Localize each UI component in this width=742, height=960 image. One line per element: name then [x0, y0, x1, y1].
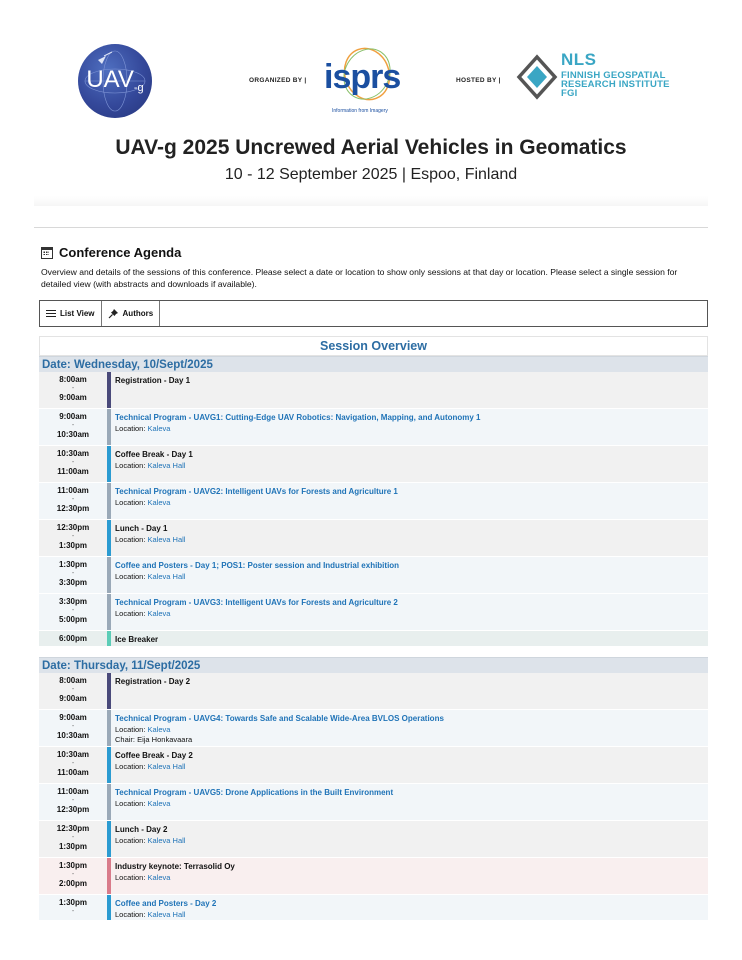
session-row[interactable] [39, 372, 708, 409]
session-end-time: 12:30pm [56, 805, 90, 815]
session-location [115, 609, 708, 620]
session-title[interactable]: Technical Program - UAVG1: Cutting-Edge UAV Robotics: Navigation, Mapping, and Autonomy 1 [115, 413, 481, 422]
time-dash: - [71, 496, 75, 504]
location-link[interactable]: Kaleva [147, 608, 171, 618]
page-title: UAV-g 2025 Uncrewed Aerial Vehicles in Geomatics [115, 136, 627, 159]
session-start-time: 9:00am [59, 713, 87, 722]
session-title: Coffee Break - Day 2 [115, 751, 193, 760]
session-start-time: 10:30am [56, 750, 90, 759]
time-dash: - [71, 908, 75, 916]
session-title: Industry keynote: Terrasolid Oy [115, 862, 235, 871]
session-start-time: 12:30pm [56, 523, 90, 532]
session-time [39, 446, 107, 482]
session-start-time: 1:30pm [58, 898, 87, 907]
location-link[interactable]: Kaleva Hall [147, 571, 186, 581]
session-title[interactable]: Technical Program - UAVG5: Drone Applications in the Built Environment [115, 788, 394, 797]
session-start-time: 1:30pm [58, 861, 87, 870]
session-title[interactable]: Technical Program - UAVG2: Intelligent UAVs for Forests and Agriculture 1 [115, 487, 398, 496]
session-time [39, 594, 107, 630]
session-title: Ice Breaker [115, 635, 159, 644]
location-label: Location: [115, 798, 148, 808]
session-end-time: 10:30am [56, 731, 90, 741]
session-title: Lunch - Day 2 [115, 825, 168, 834]
session-time [39, 821, 107, 857]
session-time [39, 557, 107, 593]
location-link[interactable]: Kaleva [147, 423, 171, 433]
time-dash: - [71, 385, 75, 393]
location-link[interactable]: Kaleva Hall [147, 761, 186, 771]
location-label: Location: [115, 724, 148, 734]
day-block [39, 657, 708, 921]
list-view-button[interactable] [40, 301, 102, 326]
authors-button[interactable] [102, 301, 161, 326]
location-label: Location: [115, 497, 148, 507]
session-row[interactable] [39, 520, 708, 557]
session-time [39, 372, 107, 408]
header-divider [34, 227, 708, 228]
time-dash: - [71, 422, 75, 430]
session-location [115, 424, 708, 435]
session-info [111, 710, 708, 746]
session-location [115, 498, 708, 509]
session-row[interactable] [39, 710, 708, 747]
session-info [111, 821, 708, 857]
session-end-time: 9:00am [59, 694, 87, 704]
location-link[interactable]: Kaleva [147, 798, 171, 808]
session-end-time: 3:30pm [58, 578, 87, 588]
nls-line-3: FGI [561, 88, 578, 99]
organized-by-label: ORGANIZED BY | [249, 77, 307, 84]
isprs-tagline: Information from Imagery [332, 108, 388, 114]
session-start-time: 10:30am [56, 449, 90, 458]
session-end-time: 2:00pm [58, 879, 87, 889]
time-dash: - [71, 871, 75, 879]
session-end-time: 1:30pm [58, 541, 87, 551]
session-time [39, 483, 107, 519]
session-location [115, 836, 708, 847]
agenda-heading [41, 245, 181, 260]
session-overview-title: Session Overview [39, 336, 708, 356]
session-info [111, 895, 708, 920]
calendar-icon [41, 247, 53, 259]
session-start-time: 8:00am [59, 375, 87, 384]
session-time [39, 747, 107, 783]
location-link[interactable]: Kaleva Hall [147, 534, 186, 544]
time-dash: - [71, 797, 75, 805]
session-row[interactable] [39, 409, 708, 446]
session-start-time: 11:00am [57, 787, 89, 796]
session-time [39, 520, 107, 556]
session-location [115, 910, 708, 921]
session-start-time: 12:30pm [56, 824, 90, 833]
pin-icon [108, 308, 119, 319]
nls-logo-text: NLS [561, 50, 597, 69]
session-end-time: 1:30pm [58, 842, 87, 852]
session-title[interactable]: Coffee and Posters - Day 1; POS1: Poster session and Industrial exhibition [115, 561, 400, 570]
session-end-time: 11:00am [57, 768, 89, 778]
session-title: Registration - Day 2 [115, 677, 191, 686]
session-row[interactable] [39, 594, 708, 631]
location-link[interactable]: Kaleva Hall [147, 835, 186, 845]
session-row[interactable] [39, 784, 708, 821]
time-dash: - [71, 760, 75, 768]
session-end-time: 10:30am [56, 430, 90, 440]
location-label: Location: [115, 909, 148, 919]
location-link[interactable]: Kaleva [147, 724, 171, 734]
nls-line-2: RESEARCH INSTITUTE [561, 79, 670, 90]
location-link[interactable]: Kaleva Hall [147, 460, 186, 470]
isprs-logo [322, 44, 412, 118]
session-start-time: 11:00am [57, 486, 89, 495]
session-info [111, 594, 708, 630]
location-label: Location: [115, 608, 148, 618]
time-dash: - [71, 834, 75, 842]
location-label: Location: [115, 534, 148, 544]
session-location [115, 725, 708, 736]
session-row[interactable] [39, 895, 708, 921]
hosted-by-label: HOSTED BY | [456, 77, 501, 84]
session-location [115, 799, 708, 810]
session-info [111, 673, 708, 709]
session-info [111, 483, 708, 519]
session-time [39, 409, 107, 445]
time-dash: - [71, 607, 75, 615]
session-end-time: 5:00pm [58, 615, 87, 625]
day-header[interactable]: Date: Thursday, 11/Sept/2025 [39, 657, 708, 673]
session-start-time: 6:00pm [58, 634, 87, 643]
session-start-time: 9:00am [59, 412, 87, 421]
session-start-time: 3:30pm [58, 597, 87, 606]
session-row[interactable] [39, 557, 708, 594]
session-row[interactable] [39, 631, 708, 647]
session-time [39, 895, 107, 920]
location-label: Location: [115, 835, 148, 845]
session-location [115, 873, 708, 884]
isprs-logo-text: isprs [324, 58, 401, 96]
session-end-time: 11:00am [57, 467, 89, 477]
list-icon [46, 310, 56, 318]
session-row[interactable] [39, 821, 708, 858]
day-list [39, 356, 708, 921]
time-dash: - [71, 533, 75, 541]
time-dash: - [71, 723, 75, 731]
session-info [111, 747, 708, 783]
session-end-time: 12:30pm [56, 504, 90, 514]
session-row[interactable] [39, 483, 708, 520]
time-dash: - [71, 570, 75, 578]
day-gap [39, 647, 708, 657]
day-block [39, 356, 708, 647]
location-label: Location: [115, 761, 148, 771]
header-shadow [34, 196, 708, 206]
session-location [115, 461, 708, 472]
session-start-time: 1:30pm [58, 560, 87, 569]
session-title[interactable]: Technical Program - UAVG4: Towards Safe and Scalable Wide-Area BVLOS Operations [115, 714, 444, 723]
session-location [115, 762, 708, 773]
session-title: Lunch - Day 1 [115, 524, 168, 533]
session-title[interactable]: Technical Program - UAVG3: Intelligent UAVs for Forests and Agriculture 2 [115, 598, 398, 607]
session-time [39, 858, 107, 894]
session-title[interactable]: Coffee and Posters - Day 2 [115, 899, 217, 908]
session-info [111, 520, 708, 556]
session-location [115, 535, 708, 546]
session-info [111, 784, 708, 820]
location-label: Location: [115, 872, 148, 882]
view-toolbar [39, 300, 708, 327]
session-time [39, 673, 107, 709]
session-row[interactable] [39, 673, 708, 710]
session-time [39, 631, 107, 646]
nls-line-1: FINNISH GEOSPATIAL [561, 70, 666, 81]
location-label: Location: [115, 571, 148, 581]
session-title: Registration - Day 1 [115, 376, 191, 385]
uav-logo-text: UAV-g [86, 66, 144, 94]
session-row[interactable] [39, 446, 708, 483]
agenda-heading-text: Conference Agenda [59, 245, 182, 260]
authors-label: Authors [122, 309, 154, 318]
session-info [111, 631, 708, 646]
session-info [111, 409, 708, 445]
session-chair: Chair: Eija Honkavaara [115, 735, 193, 745]
agenda-description: Overview and details of the sessions of this conference. Please select a date or location to show only sessions at that day or location. Please select a single session for detailed view (with abstracts and downloads if available). [41, 267, 678, 289]
nls-emblem-icon [515, 52, 559, 102]
session-overview [39, 336, 708, 921]
session-location [115, 572, 708, 583]
session-row[interactable] [39, 747, 708, 784]
time-dash: - [71, 686, 75, 694]
session-info [111, 557, 708, 593]
location-link[interactable]: Kaleva [147, 497, 171, 507]
session-info [111, 446, 708, 482]
page-subtitle: 10 - 12 September 2025 | Espoo, Finland [224, 166, 518, 183]
session-info [111, 858, 708, 894]
session-start-time: 8:00am [59, 676, 87, 685]
session-time [39, 710, 107, 746]
nls-logo [515, 50, 675, 106]
session-time [39, 784, 107, 820]
uav-g-logo [78, 44, 152, 118]
location-label: Location: [115, 423, 148, 433]
day-header[interactable]: Date: Wednesday, 10/Sept/2025 [39, 356, 708, 372]
location-link[interactable]: Kaleva [147, 872, 171, 882]
session-title: Coffee Break - Day 1 [115, 450, 193, 459]
session-end-time: 9:00am [59, 393, 87, 403]
list-view-label: List View [60, 309, 95, 318]
session-row[interactable] [39, 858, 708, 895]
time-dash: - [71, 459, 75, 467]
session-info [111, 372, 708, 408]
location-label: Location: [115, 460, 148, 470]
location-link[interactable]: Kaleva Hall [147, 909, 186, 919]
